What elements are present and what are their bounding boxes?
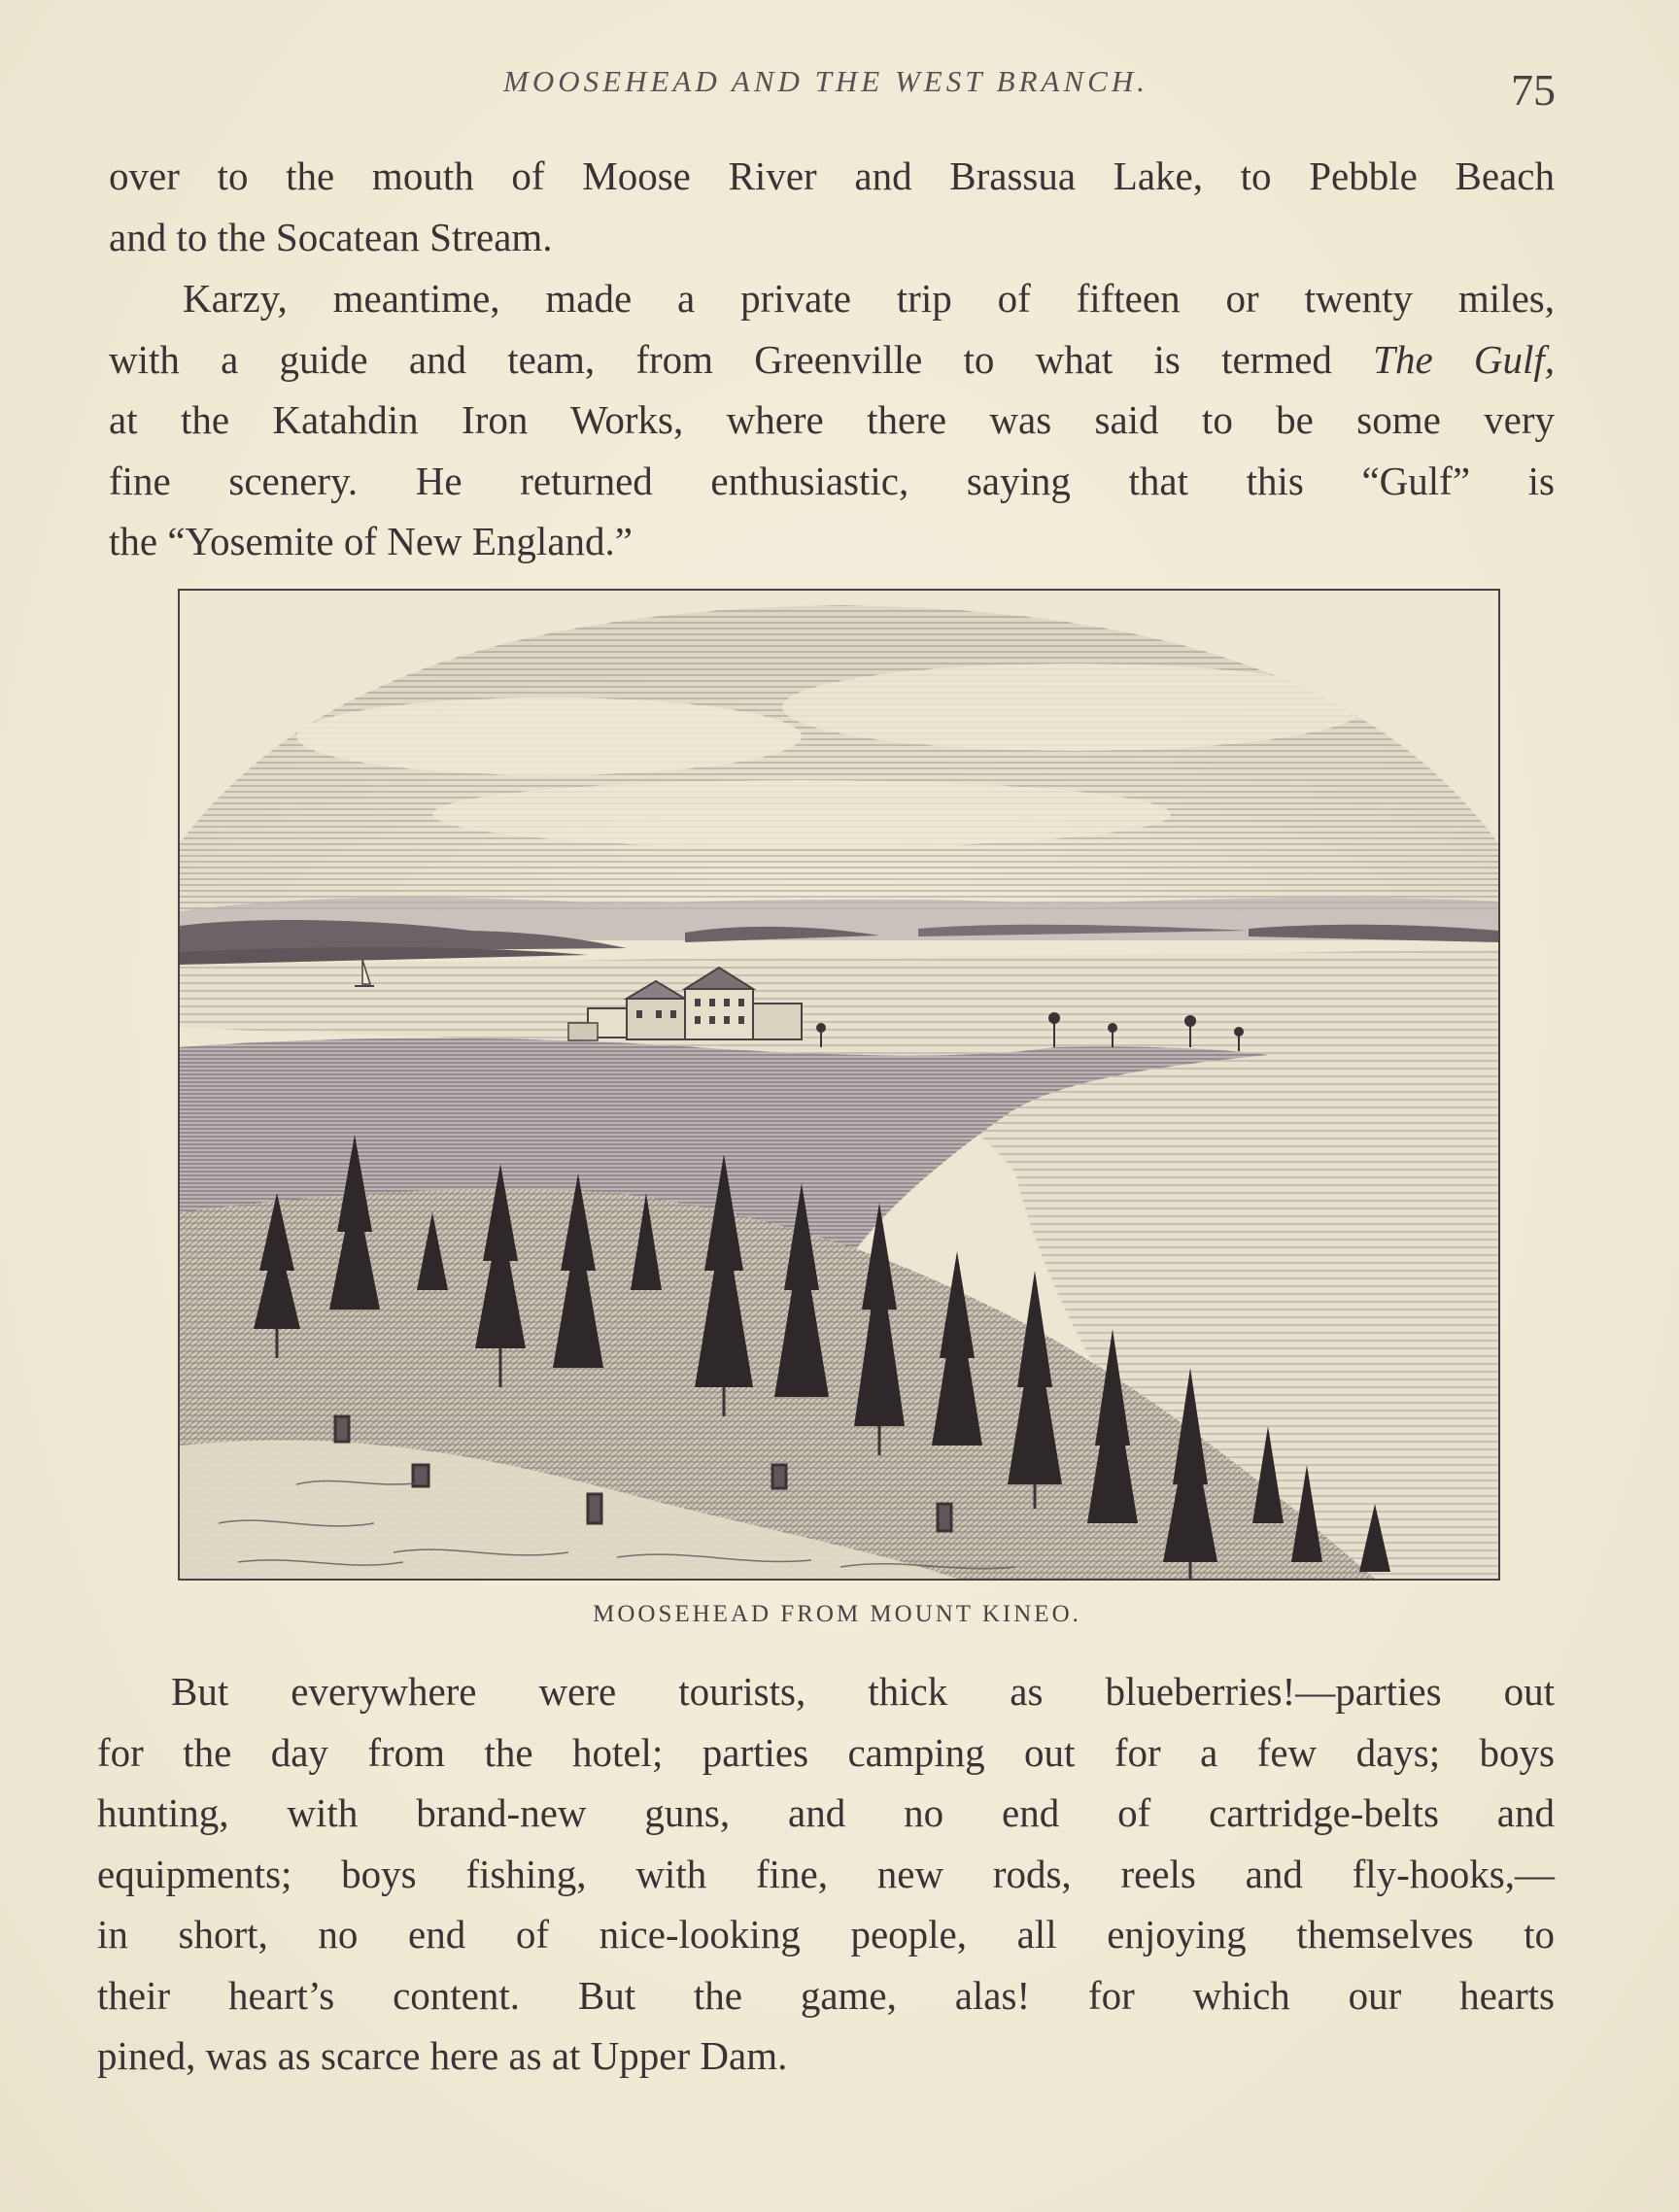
text-line: Karzy, meantime, made a private trip of fifteen or twenty miles, (183, 276, 1555, 321)
text-line: with a guide and team, from Greenville to what is termed The Gulf, (109, 336, 1555, 382)
paragraph-2 (109, 268, 1555, 572)
text-line: over to the mouth of Moose River and Brassua Lake, to Pebble Beach (109, 153, 1555, 198)
text-line: But everywhere were tourists, thick as blueberries!—parties out (171, 1669, 1555, 1714)
running-head: MOOSEHEAD AND THE WEST BRANCH. (503, 64, 1148, 98)
text-line: in short, no end of nice-looking people, all enjoying themselves to (97, 1912, 1555, 1957)
text-line: the “Yosemite of New England.” (109, 519, 633, 563)
engraving-landscape (180, 591, 1498, 1579)
engraving-illustration (178, 589, 1500, 1581)
text-line: their heart’s content. But the game, alas! for which our hearts (97, 1972, 1555, 2018)
text-line: hunting, with brand-new guns, and no end of cartridge-belts and (97, 1790, 1555, 1835)
paragraph-3 (97, 1661, 1555, 2087)
sky-area (180, 591, 1498, 911)
text-line: for the day from the hotel; parties camping out for a few days; boys (97, 1729, 1555, 1775)
text-line: at the Katahdin Iron Works, where there was said to be some very (109, 397, 1555, 442)
figure-caption: MOOSEHEAD FROM MOUNT KINEO. (593, 1601, 1081, 1627)
italic-term: The Gulf, (1373, 336, 1555, 382)
paragraph-1 (109, 146, 1555, 267)
page-number: 75 (1511, 65, 1556, 115)
text-line: and to the Socatean Stream. (109, 214, 553, 259)
text-line: fine scenery. He returned enthusiastic, saying that this “Gulf” is (109, 458, 1555, 503)
text-line: pined, was as scarce here as at Upper Dam. (97, 2033, 788, 2078)
text-line: equipments; boys fishing, with fine, new rods, reels and fly-hooks,— (97, 1851, 1555, 1896)
